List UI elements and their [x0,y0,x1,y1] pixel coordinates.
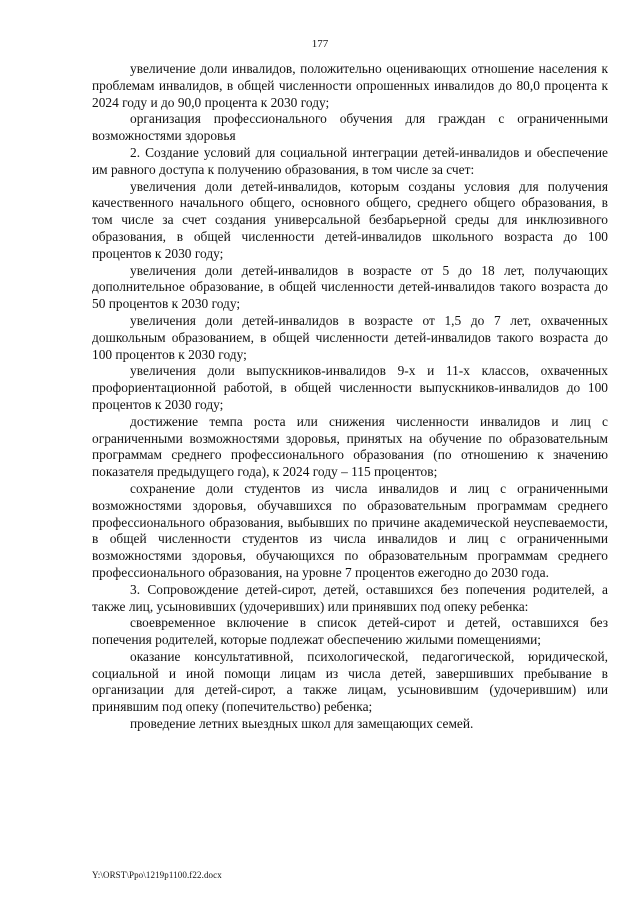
document-body [92,61,608,733]
paragraph: увеличения доли детей-инвалидов, которым созданы условия для получения качественного начального общего, основного общего, среднего общего образования, в том числе за счет создания универсальной безбарьерной среды для инклюзивного образования, в общей численности детей-инвалидов школьного возраста до 100 процентов к 2030 году; [92,178,608,261]
paragraph: сохранение доли студентов из числа инвалидов и лиц с ограниченными возможностями здоровья, обучавшихся по образовательным программам среднего профессионального образования, выбывших по причине академической неуспеваемости, в общей численности студентов из числа инвалидов и лиц с ограниченными возможностями здоровья, обучающихся по образовательным программам среднего профессионального образования, на уровне 7 процентов ежегодно до 2030 года. [92,480,608,580]
paragraph: оказание консультативной, психологической, педагогической, юридической, социальной и иной помощи лицам из числа детей, завершивших пребывание в организации для детей-сирот, а также лицам, усыновившим (удочерившим) или принявшим под опеку (попечительство) ребенка; [92,648,608,715]
paragraph: достижение темпа роста или снижения численности инвалидов и лиц с ограниченными возможностями здоровья, принятых на обучение по образовательным программам среднего профессионального образования (по отношению к значению показателя предыдущего года), к 2024 году – 115 процентов; [92,413,608,480]
paragraph: увеличения доли выпускников-инвалидов 9-х и 11-х классов, охваченных профориентационной работой, в общей численности выпускников-инвалидов до 100 процентов к 2030 году; [92,363,608,412]
paragraph: своевременное включение в список детей-сирот и детей, оставшихся без попечения родителей, которые подлежат обеспечению жилыми помещениями; [92,615,608,648]
paragraph: увеличения доли детей-инвалидов в возрасте от 5 до 18 лет, получающих дополнительное образование, в общей численности детей-инвалидов такого возраста до 50 процентов к 2030 году; [92,262,608,312]
paragraph: проведение летних выездных школ для замещающих семей. [130,716,474,732]
section-heading-3: 3. Сопровождение детей-сирот, детей, оставшихся без попечения родителей, а также лиц, усыновивших (удочеривших) или принявших под опеку ребенка: [92,581,608,614]
paragraph: организация профессионального обучения для граждан с ограниченными возможностями здоровья [92,111,608,144]
file-path-footer: Y:\ORST\Ppo\1219p1100.f22.docx [92,870,222,880]
page-number: 177 [311,38,329,50]
paragraph: увеличения доли детей-инвалидов в возрасте от 1,5 до 7 лет, охваченных дошкольным образованием, в общей численности детей-инвалидов такого возраста до 100 процентов к 2030 году; [92,312,608,362]
paragraph: увеличение доли инвалидов, положительно оценивающих отношение населения к проблемам инвалидов, в общей численности опрошенных инвалидов до 80,0 процента к 2024 году и до 90,0 процента к 2030 году; [92,61,608,110]
section-heading-2: 2. Создание условий для социальной интеграции детей-инвалидов и обеспечение им равного доступа к получению образования, в том числе за счет: [92,144,608,177]
